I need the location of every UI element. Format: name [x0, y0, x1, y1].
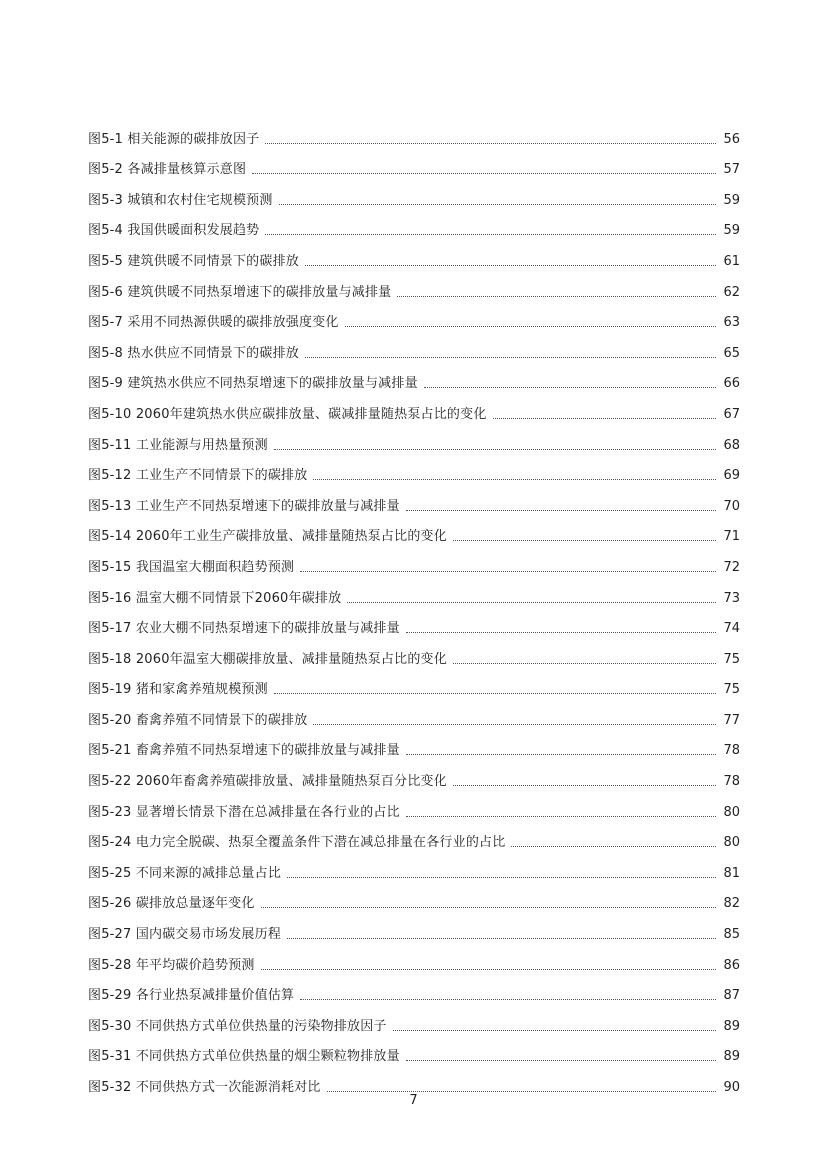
- dot-leader: [406, 816, 716, 817]
- toc-entry-label: 图5-5 建筑供暖不同情景下的碳排放: [88, 253, 299, 269]
- toc-entry[interactable]: [88, 149, 740, 180]
- dot-leader: [453, 663, 716, 664]
- toc-entry[interactable]: [88, 455, 740, 486]
- page-number: 7: [409, 1093, 418, 1108]
- toc-entry-page: 67: [723, 406, 740, 422]
- toc-entry[interactable]: [88, 638, 740, 669]
- toc-entry[interactable]: [88, 822, 740, 853]
- dot-leader: [274, 449, 716, 450]
- dot-leader: [397, 296, 716, 297]
- toc-entry[interactable]: [88, 118, 740, 149]
- toc-entry-label: 图5-26 碳排放总量逐年变化: [88, 896, 255, 912]
- toc-entry-page: 69: [723, 468, 740, 484]
- dot-leader: [287, 938, 716, 939]
- toc-entry-label: 图5-10 2060年建筑热水供应碳排放量、碳减排量随热泵占比的变化: [88, 406, 487, 422]
- dot-leader: [305, 265, 716, 266]
- toc-entry-page: 87: [723, 988, 740, 1004]
- toc-entry[interactable]: [88, 332, 740, 363]
- toc-entry-label: 图5-13 工业生产不同热泵增速下的碳排放量与减排量: [88, 498, 400, 514]
- toc-entry-label: 图5-6 建筑供暖不同热泵增速下的碳排放量与减排量: [88, 284, 392, 300]
- toc-entry-label: 图5-11 工业能源与用热量预测: [88, 437, 268, 453]
- toc-entry[interactable]: [88, 179, 740, 210]
- dot-leader: [279, 204, 716, 205]
- toc-entry-label: 图5-15 我国温室大棚面积趋势预测: [88, 559, 295, 575]
- toc-entry-label: 图5-4 我国供暖面积发展趋势: [88, 223, 260, 239]
- dot-leader: [313, 479, 716, 480]
- toc-entry-page: 65: [723, 345, 740, 361]
- toc-entry-page: 62: [723, 284, 740, 300]
- dot-leader: [453, 540, 716, 541]
- toc-entry-label: 图5-25 不同来源的减排总量占比: [88, 865, 282, 881]
- toc-entry-label: 图5-16 温室大棚不同情景下2060年碳排放: [88, 590, 342, 606]
- dot-leader: [406, 632, 716, 633]
- toc-entry-label: 图5-7 采用不同热源供暖的碳排放强度变化: [88, 315, 339, 331]
- toc-entry-label: 图5-29 各行业热泵减排量价值估算: [88, 988, 295, 1004]
- toc-entry-label: 图5-31 不同供热方式单位供热量的烟尘颗粒物排放量: [88, 1049, 400, 1065]
- toc-entry-page: 81: [723, 865, 740, 881]
- toc-entry-label: 图5-17 农业大棚不同热泵增速下的碳排放量与减排量: [88, 621, 400, 637]
- toc-entry-label: 图5-14 2060年工业生产碳排放量、减排量随热泵占比的变化: [88, 529, 447, 545]
- toc-entry-page: 72: [723, 559, 740, 575]
- dot-leader: [406, 510, 716, 511]
- toc-entry-page: 85: [723, 927, 740, 943]
- toc-entry-label: 图5-19 猪和家禽养殖规模预测: [88, 682, 268, 698]
- toc-entry[interactable]: [88, 975, 740, 1006]
- toc-entry-label: 图5-24 电力完全脱碳、热泵全覆盖条件下潜在减总排量在各行业的占比: [88, 835, 506, 851]
- toc-entry[interactable]: [88, 546, 740, 577]
- toc-entry-page: 89: [723, 1018, 740, 1034]
- toc-entry-label: 图5-30 不同供热方式单位供热量的污染物排放因子: [88, 1018, 387, 1034]
- dot-leader: [511, 846, 716, 847]
- toc-entry-label: 图5-27 国内碳交易市场发展历程: [88, 927, 282, 943]
- dot-leader: [261, 969, 716, 970]
- toc-entry-page: 77: [723, 712, 740, 728]
- toc-entry-page: 74: [723, 621, 740, 637]
- dot-leader: [493, 418, 716, 419]
- toc-entry-page: 75: [723, 682, 740, 698]
- dot-leader: [252, 173, 716, 174]
- toc-entry[interactable]: [88, 424, 740, 455]
- toc-entry-label: 图5-2 各减排量核算示意图: [88, 162, 247, 178]
- toc-entry[interactable]: [88, 1005, 740, 1036]
- dot-leader: [347, 602, 716, 603]
- toc-entry[interactable]: [88, 210, 740, 241]
- toc-entry-page: 68: [723, 437, 740, 453]
- dot-leader: [424, 387, 716, 388]
- toc-entry-page: 61: [723, 253, 740, 269]
- toc-entry[interactable]: [88, 363, 740, 394]
- toc-entry-page: 66: [723, 376, 740, 392]
- toc-entry[interactable]: [88, 699, 740, 730]
- dot-leader: [300, 999, 716, 1000]
- toc-entry[interactable]: [88, 577, 740, 608]
- toc-entry-label: 图5-22 2060年畜禽养殖碳排放量、减排量随热泵百分比变化: [88, 774, 447, 790]
- toc-entry[interactable]: [88, 302, 740, 333]
- toc-entry-page: 80: [723, 835, 740, 851]
- toc-entry-page: 90: [723, 1080, 740, 1095]
- dot-leader: [345, 326, 716, 327]
- toc-entry-page: 80: [723, 804, 740, 820]
- toc-entry-page: 78: [723, 774, 740, 790]
- toc-entry-page: 63: [723, 315, 740, 331]
- toc-entry[interactable]: [88, 852, 740, 883]
- dot-leader: [265, 234, 716, 235]
- dot-leader: [287, 877, 716, 878]
- dot-leader: [300, 571, 716, 572]
- toc-entry-page: 78: [723, 743, 740, 759]
- toc-entry[interactable]: [88, 669, 740, 700]
- toc-entry-label: 图5-1 相关能源的碳排放因子: [88, 131, 260, 147]
- toc-entry-label: 图5-28 年平均碳价趋势预测: [88, 957, 255, 973]
- toc-entry-page: 73: [723, 590, 740, 606]
- toc-entry-page: 82: [723, 896, 740, 912]
- toc-entry[interactable]: [88, 240, 740, 271]
- toc-entry-page: 89: [723, 1049, 740, 1065]
- dot-leader: [393, 1030, 716, 1031]
- toc-entry-page: 70: [723, 498, 740, 514]
- toc-entry[interactable]: [88, 730, 740, 761]
- dot-leader: [274, 693, 716, 694]
- toc-entry[interactable]: [88, 271, 740, 302]
- dot-leader: [313, 724, 716, 725]
- toc-entry-label: 图5-8 热水供应不同情景下的碳排放: [88, 345, 299, 361]
- toc-entry-page: 59: [723, 192, 740, 208]
- toc-entry-label: 图5-23 显著增长情景下潜在总减排量在各行业的占比: [88, 804, 400, 820]
- dot-leader: [406, 754, 716, 755]
- table-of-figures: [88, 118, 740, 1097]
- toc-entry[interactable]: [88, 791, 740, 822]
- toc-entry[interactable]: [88, 1036, 740, 1067]
- toc-entry[interactable]: [88, 760, 740, 791]
- toc-entry[interactable]: [88, 485, 740, 516]
- dot-leader: [327, 1091, 716, 1092]
- toc-entry[interactable]: [88, 883, 740, 914]
- dot-leader: [261, 907, 716, 908]
- toc-entry-label: 图5-21 畜禽养殖不同热泵增速下的碳排放量与减排量: [88, 743, 400, 759]
- toc-entry[interactable]: [88, 516, 740, 547]
- toc-entry-label: 图5-9 建筑热水供应不同热泵增速下的碳排放量与减排量: [88, 376, 418, 392]
- toc-entry-label: 图5-3 城镇和农村住宅规模预测: [88, 192, 273, 208]
- dot-leader: [453, 785, 716, 786]
- toc-entry[interactable]: [88, 944, 740, 975]
- toc-entry-page: 71: [723, 529, 740, 545]
- toc-entry[interactable]: [88, 393, 740, 424]
- toc-entry[interactable]: [88, 913, 740, 944]
- toc-entry-page: 56: [723, 131, 740, 147]
- dot-leader: [265, 143, 716, 144]
- dot-leader: [305, 357, 716, 358]
- toc-entry-label: 图5-20 畜禽养殖不同情景下的碳排放: [88, 712, 308, 728]
- toc-entry-label: 图5-18 2060年温室大棚碳排放量、减排量随热泵占比的变化: [88, 651, 447, 667]
- toc-entry-page: 75: [723, 651, 740, 667]
- toc-entry-page: 57: [723, 162, 740, 178]
- toc-entry-page: 59: [723, 223, 740, 239]
- toc-entry[interactable]: [88, 608, 740, 639]
- toc-entry-label: 图5-12 工业生产不同情景下的碳排放: [88, 468, 308, 484]
- dot-leader: [406, 1060, 716, 1061]
- toc-entry-page: 86: [723, 957, 740, 973]
- toc-entry-label: 图5-32 不同供热方式一次能源消耗对比: [88, 1080, 321, 1095]
